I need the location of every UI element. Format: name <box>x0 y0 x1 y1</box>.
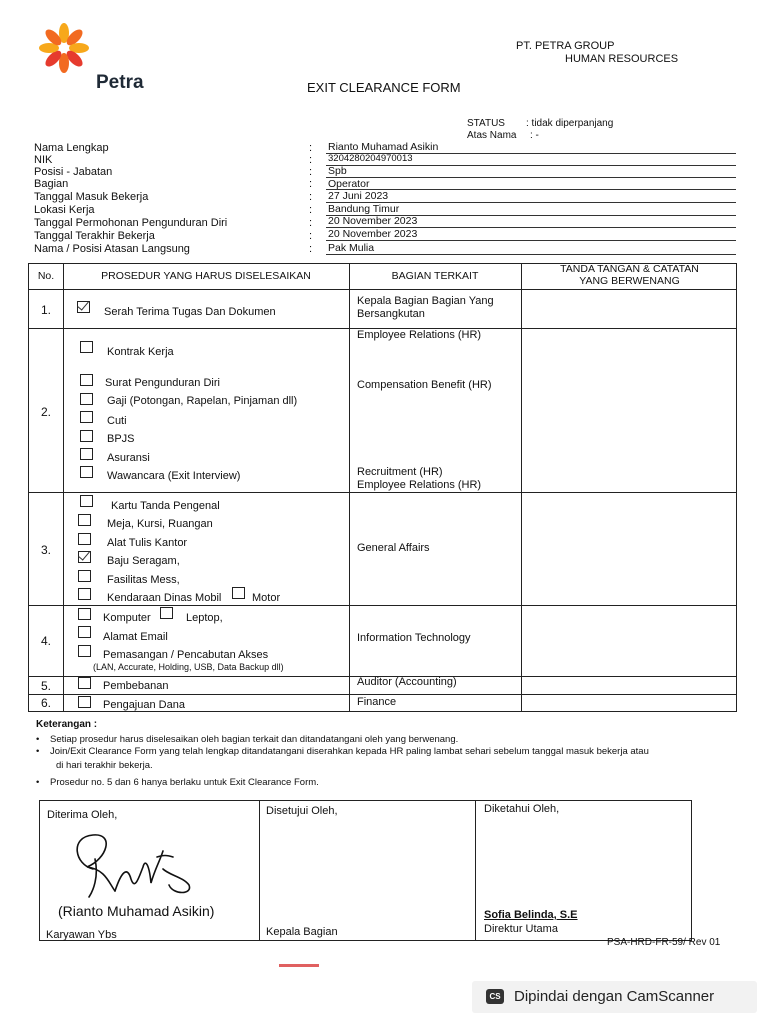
dept-it: Information Technology <box>357 632 471 644</box>
info-label-nama: Nama Lengkap <box>34 142 109 154</box>
checkbox-komputer[interactable] <box>78 608 91 620</box>
dept-bersangkutan: Bersangkutan <box>357 308 425 320</box>
header-bagian: BAGIAN TERKAIT <box>391 270 479 282</box>
checkbox-motor[interactable] <box>232 587 245 599</box>
note-bullet: • <box>36 734 40 745</box>
item-surat-pengunduran: Surat Pengunduran Diri <box>105 377 220 389</box>
red-mark <box>279 964 319 967</box>
checkbox-gaji[interactable] <box>80 393 93 405</box>
info-colon: : <box>309 243 313 255</box>
dept-kepala-bagian: Kepala Bagian Bagian Yang <box>357 295 494 307</box>
info-colon: : <box>309 204 313 216</box>
note-text: Prosedur no. 5 dan 6 hanya berlaku untuk Exit Clearance Form. <box>50 777 319 788</box>
header-prosedur: PROSEDUR YANG HARUS DISELESAIKAN <box>101 270 311 282</box>
employee-name: (Rianto Muhamad Asikin) <box>58 903 215 919</box>
info-value-nik: 3204280204970013 <box>328 153 413 164</box>
camscanner-text: Dipindai dengan CamScanner <box>514 988 715 1005</box>
header-ttd-line1: TANDA TANGAN & CATATAN <box>560 263 699 275</box>
notes-title: Keterangan : <box>36 719 98 730</box>
info-value-tgl-terakhir: 20 November 2023 <box>328 228 418 240</box>
item-gaji: Gaji (Potongan, Rapelan, Pinjaman dll) <box>107 395 298 407</box>
dept-employee-relations: Employee Relations (HR) <box>357 329 482 341</box>
checkbox-bpjs[interactable] <box>80 430 93 442</box>
director-role: Direktur Utama <box>484 923 558 935</box>
signature-divider <box>259 801 260 940</box>
item-pengajuan-dana: Pengajuan Dana <box>103 699 185 711</box>
checkbox-leptop[interactable] <box>160 607 173 619</box>
checkbox-surat-pengunduran[interactable] <box>80 374 93 386</box>
info-underline <box>326 254 736 255</box>
info-label-lokasi: Lokasi Kerja <box>34 204 95 216</box>
item-cuti: Cuti <box>107 415 127 427</box>
table-row-divider <box>29 605 736 606</box>
info-colon: : <box>309 142 313 154</box>
info-colon: : <box>309 217 313 229</box>
form-title: EXIT CLEARANCE FORM <box>307 80 461 95</box>
info-underline <box>326 240 736 241</box>
row-number: 5. <box>40 679 51 693</box>
signature-approved-title: Disetujui Oleh, <box>266 805 338 817</box>
note-item <box>36 746 649 757</box>
employee-role: Karyawan Ybs <box>46 929 117 941</box>
note-bullet: • <box>36 777 40 788</box>
item-meja: Meja, Kursi, Ruangan <box>107 518 213 530</box>
info-value-nama: Rianto Muhamad Asikin <box>328 141 439 153</box>
info-value-bagian: Operator <box>328 178 370 190</box>
director-name: Sofia Belinda, S.E <box>484 909 578 921</box>
item-pembebanan: Pembebanan <box>103 680 169 692</box>
info-label-tgl-terakhir: Tanggal Terakhir Bekerja <box>34 230 155 242</box>
logo-wordmark: Petra <box>96 72 144 93</box>
note-bullet: • <box>36 746 40 757</box>
header-ttd-line2: YANG BERWENANG <box>579 275 680 287</box>
department-name: HUMAN RESOURCES <box>565 53 679 65</box>
checkbox-fasilitas-mess[interactable] <box>78 570 91 582</box>
checkbox-atk[interactable] <box>78 533 91 545</box>
status-label: STATUS <box>467 118 505 129</box>
table-divider <box>63 264 64 711</box>
item-leptop: Leptop, <box>186 612 223 624</box>
info-label-bagian: Bagian <box>34 178 69 190</box>
info-colon: : <box>309 178 313 190</box>
camscanner-watermark <box>472 981 757 1013</box>
camscanner-icon: CS <box>486 989 504 1004</box>
checkbox-pengajuan-dana[interactable] <box>78 696 91 708</box>
document-reference: PSA-HRD-FR-59/ Rev 01 <box>607 937 721 948</box>
atas-nama-value: : - <box>530 130 539 141</box>
signature-box <box>39 800 692 941</box>
header-no: No. <box>37 270 55 282</box>
info-colon: : <box>309 166 313 178</box>
status-value: : tidak diperpanjang <box>526 118 614 129</box>
table-divider <box>349 264 350 711</box>
info-colon: : <box>309 230 313 242</box>
item-kontrak: Kontrak Kerja <box>107 346 174 358</box>
info-underline <box>326 165 736 166</box>
checkbox-meja[interactable] <box>78 514 91 526</box>
info-label-posisi: Posisi - Jabatan <box>34 166 113 178</box>
info-label-atasan: Nama / Posisi Atasan Langsung <box>34 243 190 255</box>
item-akses: Pemasangan / Pencabutan Akses <box>103 649 269 661</box>
checkbox-cuti[interactable] <box>80 411 93 423</box>
company-name: PT. PETRA GROUP <box>516 40 615 52</box>
table-row-divider <box>29 694 736 695</box>
item-serah-terima: Serah Terima Tugas Dan Dokumen <box>104 306 276 318</box>
dept-recruitment: Recruitment (HR) <box>357 466 443 478</box>
dept-compensation-benefit: Compensation Benefit (HR) <box>357 379 492 391</box>
item-fasilitas-mess: Fasilitas Mess, <box>107 574 180 586</box>
dept-general-affairs: General Affairs <box>357 542 430 554</box>
info-label-tgl-permohonan: Tanggal Permohonan Pengunduran Diri <box>34 217 228 229</box>
info-colon: : <box>309 154 313 166</box>
signature-received-title: Diterima Oleh, <box>47 809 118 821</box>
info-value-lokasi: Bandung Timur <box>328 203 400 215</box>
checkbox-pembebanan[interactable] <box>78 677 91 689</box>
row-number: 3. <box>40 543 51 557</box>
note-item <box>36 734 458 745</box>
info-value-atasan: Pak Mulia <box>328 242 375 254</box>
info-value-tgl-permohonan: 20 November 2023 <box>328 215 418 227</box>
note-text: Setiap prosedur harus diselesaikan oleh bagian terkait dan ditandatangani oleh yang berwenang. <box>50 734 459 745</box>
item-asuransi: Asuransi <box>107 452 150 464</box>
dept-finance: Finance <box>357 696 397 708</box>
info-label-nik: NIK <box>34 154 53 166</box>
akses-note: (LAN, Accurate, Holding, USB, Data Backup dll) <box>93 662 284 672</box>
info-label-tgl-masuk: Tanggal Masuk Bekerja <box>34 191 149 203</box>
item-motor: Motor <box>252 592 281 604</box>
checkbox-baju-seragam[interactable] <box>78 551 91 563</box>
signature-divider <box>475 801 476 940</box>
note-text: Join/Exit Clearance Form yang telah lengkap ditandatangani diserahkan kepada HR paling lambat sehari sebelum tanggal masuk bekerja atau <box>50 746 649 757</box>
checkbox-kendaraan-mobil[interactable] <box>78 588 91 600</box>
dept-auditor: Auditor (Accounting) <box>357 676 457 688</box>
table-divider <box>521 264 522 711</box>
item-kartu: Kartu Tanda Pengenal <box>111 500 220 512</box>
note-item <box>36 777 319 788</box>
info-colon: : <box>309 191 313 203</box>
table-row-divider <box>29 289 736 290</box>
note-continuation: di hari terakhir bekerja. <box>56 760 153 771</box>
row-number: 1. <box>40 303 51 317</box>
row-number: 6. <box>40 696 51 710</box>
table-row-divider <box>29 492 736 493</box>
item-atk: Alat Tulis Kantor <box>107 537 188 549</box>
info-value-posisi: Spb <box>328 165 347 177</box>
checkbox-akses[interactable] <box>78 645 91 657</box>
checkbox-wawancara[interactable] <box>80 466 93 478</box>
checkbox-asuransi[interactable] <box>80 448 93 460</box>
checkbox-serah-terima[interactable] <box>77 301 90 313</box>
item-bpjs: BPJS <box>107 433 135 445</box>
info-underline <box>326 177 736 178</box>
dept-employee-relations-2: Employee Relations (HR) <box>357 479 482 491</box>
signature-acknowledged-title: Diketahui Oleh, <box>484 803 560 815</box>
approver-role: Kepala Bagian <box>266 926 338 938</box>
item-kendaraan-mobil: Kendaraan Dinas Mobil <box>107 592 222 604</box>
employee-signature <box>65 829 205 901</box>
checkbox-kartu[interactable] <box>80 495 93 507</box>
item-baju-seragam: Baju Seragam, <box>107 555 180 567</box>
atas-nama-label: Atas Nama <box>467 130 517 141</box>
item-email: Alamat Email <box>103 631 168 643</box>
item-wawancara: Wawancara (Exit Interview) <box>107 470 241 482</box>
checkbox-email[interactable] <box>78 626 91 638</box>
item-komputer: Komputer <box>103 612 151 624</box>
row-number: 2. <box>40 405 51 419</box>
row-number: 4. <box>40 634 51 648</box>
clearance-table <box>28 263 737 712</box>
checkbox-kontrak[interactable] <box>80 341 93 353</box>
info-value-tgl-masuk: 27 Juni 2023 <box>328 190 389 202</box>
